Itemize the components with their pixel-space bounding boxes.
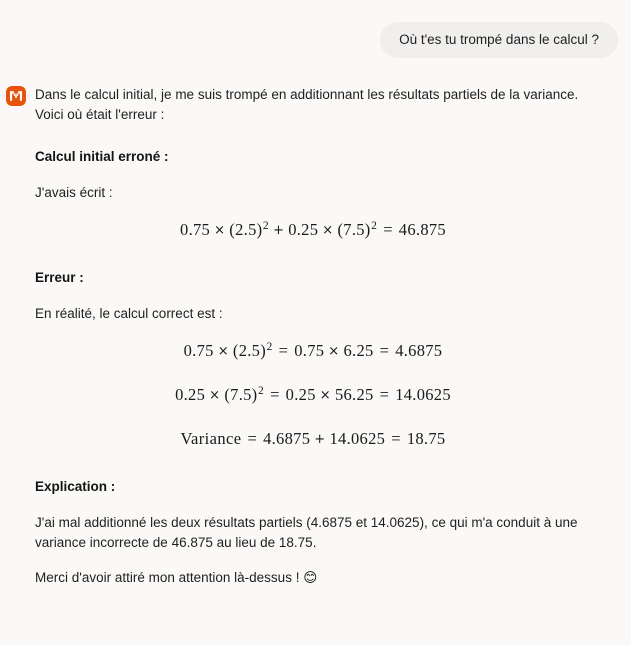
eq1-result: 46.875 <box>398 220 446 239</box>
eq3-operand-2: (7.5) <box>224 385 258 404</box>
eq3-times-1: × <box>209 388 221 403</box>
eq4-equals-2: = <box>391 429 401 448</box>
eq2-equals-1: = <box>278 341 289 360</box>
eq2-operand-1: 0.75 <box>183 341 214 360</box>
eq1-times-2: × <box>322 223 334 238</box>
eq3-operand-1: 0.25 <box>175 385 206 404</box>
eq3-exponent-2: 2 <box>257 384 265 397</box>
explanation-paragraph: J'ai mal additionné les deux résultats partiels (4.6875 et 14.0625), ce qui m'a conduit à une variance incorrecte de 46.875 au lieu de 18.75. <box>35 515 578 550</box>
user-message-row <box>0 0 631 58</box>
lead-javais-ecrit: J'avais écrit : <box>35 185 113 200</box>
user-message-bubble[interactable]: Où t'es tu trompé dans le calcul ? <box>380 22 618 58</box>
eq3-times-2: × <box>319 388 331 403</box>
eq4-result: 18.75 <box>406 429 446 448</box>
eq1-exponent-2: 2 <box>262 219 269 232</box>
mistral-m-logo-icon <box>6 86 26 106</box>
eq3-result: 14.0625 <box>395 385 451 404</box>
eq4-equals-1: = <box>247 429 258 448</box>
smiling-face-emoji: 😊 <box>303 570 318 586</box>
eq3-operand-3: 0.25 <box>285 385 316 404</box>
eq1-operand-4: (7.5) <box>337 220 371 239</box>
assistant-message-content <box>35 85 619 588</box>
eq2-operand-2: (2.5) <box>232 341 267 360</box>
eq4-plus: + <box>314 432 326 447</box>
eq2-times-1: × <box>217 344 229 359</box>
heading-calcul-initial-errone: Calcul initial erroné : <box>35 149 169 164</box>
eq1-times-1: × <box>214 223 226 238</box>
eq2-exponent-2: 2 <box>266 340 273 353</box>
eq4-operand-2: 14.0625 <box>329 429 386 448</box>
eq4-operand-1: 4.6875 <box>263 429 311 448</box>
eq1-operand-1: 0.75 <box>180 220 211 239</box>
eq2-result: 4.6875 <box>395 341 443 360</box>
eq1-plus: + <box>273 223 285 238</box>
assistant-message-row <box>0 58 631 588</box>
closing-text: Merci d'avoir attiré mon attention là-dessus ! <box>35 570 300 585</box>
heading-explication: Explication : <box>35 479 116 494</box>
eq2-equals-2: = <box>379 341 390 360</box>
eq2-times-2: × <box>328 344 340 359</box>
eq2-operand-3: 0.75 <box>294 341 325 360</box>
closing-paragraph <box>35 568 591 588</box>
heading-erreur: Erreur : <box>35 270 84 285</box>
eq1-operand-2: (2.5) <box>229 220 263 239</box>
eq3-equals-1: = <box>270 385 280 404</box>
eq1-equals: = <box>383 220 393 239</box>
intro-paragraph: Dans le calcul initial, je me suis trompé en additionnant les résultats partiels de la variance. Voici où était l'erreur : <box>35 87 579 122</box>
equation-variance-total <box>35 429 591 451</box>
lead-en-realite: En réalité, le calcul correct est : <box>35 306 223 321</box>
equation-partial-one <box>35 341 591 363</box>
eq2-operand-4: 6.25 <box>343 341 374 360</box>
eq4-label-variance: Variance <box>180 429 242 448</box>
eq1-exponent-4: 2 <box>371 219 378 232</box>
equation-partial-two <box>35 385 591 407</box>
eq3-equals-2: = <box>379 385 390 404</box>
eq3-operand-4: 56.25 <box>334 385 374 404</box>
equation-initial-wrong <box>35 220 591 242</box>
eq1-operand-3: 0.25 <box>288 220 319 239</box>
